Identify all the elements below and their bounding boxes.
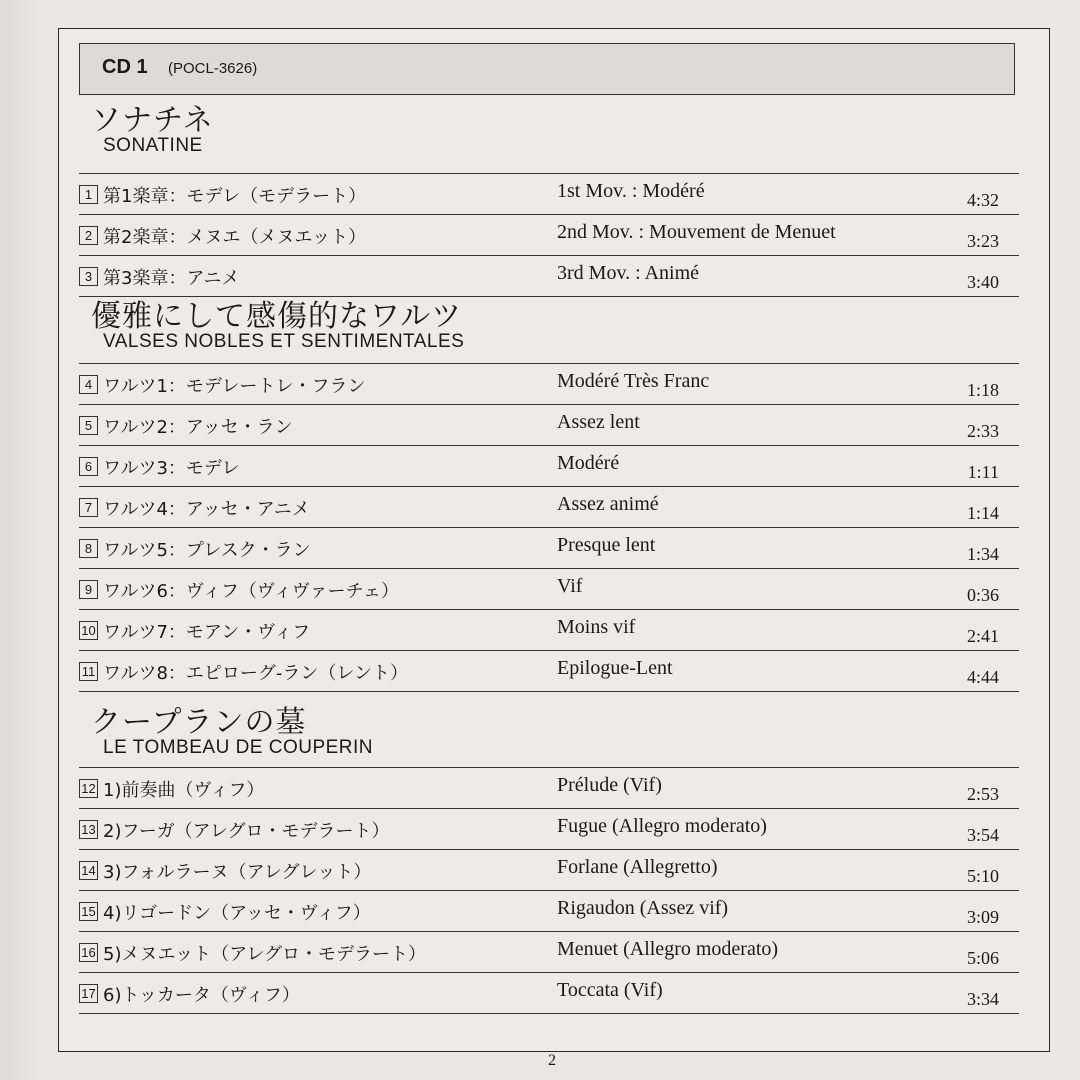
track-duration: 1:34 — [966, 544, 999, 564]
track-duration: 4:32 — [966, 190, 999, 210]
track-title-jp: 5)メヌエット（アレグロ・モデラート） — [103, 944, 427, 965]
work-title-jp: ソナチネ — [91, 103, 214, 138]
track-duration: 2:53 — [966, 784, 999, 804]
track-row — [79, 931, 1019, 972]
track-duration: 1:14 — [966, 503, 999, 523]
track-row — [79, 445, 1019, 486]
track-row — [79, 890, 1019, 931]
track-number: 13 — [79, 820, 98, 839]
track-number: 16 — [79, 943, 98, 962]
track-title-en: Fugue (Allegro moderato) — [557, 815, 767, 837]
track-row — [79, 808, 1019, 849]
track-number: 12 — [79, 779, 98, 798]
track-title-jp: ワルツ7：モアン・ヴィフ — [103, 622, 311, 643]
track-number: 2 — [79, 226, 98, 245]
track-title-en: Epilogue-Lent — [557, 657, 673, 679]
track-row — [79, 486, 1019, 527]
track-duration: 2:41 — [966, 626, 999, 646]
track-number: 3 — [79, 267, 98, 286]
track-number: 17 — [79, 984, 98, 1003]
track-title-en: 3rd Mov. : Animé — [557, 262, 700, 284]
track-number: 5 — [79, 416, 98, 435]
track-title-en: 1st Mov. : Modéré — [557, 180, 705, 202]
track-title-en: Moins vif — [557, 616, 636, 638]
track-row — [79, 214, 1019, 255]
disc-label: CD 1 — [102, 56, 148, 78]
track-number: 6 — [79, 457, 98, 476]
track-duration: 3:23 — [966, 231, 999, 251]
track-number: 7 — [79, 498, 98, 517]
track-title-jp: 3)フォルラーヌ（アレグレット） — [103, 862, 372, 883]
track-title-jp: 6)トッカータ（ヴィフ） — [103, 985, 300, 1006]
booklet-page — [58, 28, 1050, 1052]
track-number: 8 — [79, 539, 98, 558]
track-title-en: 2nd Mov. : Mouvement de Menuet — [557, 221, 836, 243]
page-edge — [0, 0, 40, 1080]
track-title-jp: ワルツ6：ヴィフ（ヴィヴァーチェ） — [103, 581, 400, 602]
track-title-en: Assez animé — [557, 493, 659, 515]
track-title-jp: ワルツ8：エピローグ-ラン（レント） — [103, 663, 408, 684]
track-duration: 3:09 — [966, 907, 999, 927]
disc-header — [79, 43, 1015, 95]
work-title-en: VALSES NOBLES ET SENTIMENTALES — [103, 331, 465, 352]
work-title-jp: クープランの墓 — [91, 705, 307, 740]
track-title-jp: 2)フーガ（アレグロ・モデラート） — [103, 821, 390, 842]
track-title-en: Menuet (Allegro moderato) — [557, 938, 779, 960]
track-title-jp: ワルツ2：アッセ・ラン — [103, 417, 293, 438]
track-title-jp: 4)リゴードン（アッセ・ヴィフ） — [103, 903, 371, 924]
track-row — [79, 527, 1019, 568]
track-title-jp: 第3楽章：アニメ — [103, 268, 240, 289]
track-duration: 4:44 — [966, 667, 999, 687]
track-number: 14 — [79, 861, 98, 880]
track-list — [79, 767, 1019, 1014]
track-title-en: Modéré Très Franc — [557, 370, 710, 392]
track-title-en: Toccata (Vif) — [557, 979, 663, 1001]
track-list — [79, 363, 1019, 692]
track-title-jp: 第1楽章：モデレ（モデラート） — [103, 186, 367, 207]
disc-catalog-code: (POCL-3626) — [168, 60, 258, 77]
track-row — [79, 609, 1019, 650]
track-duration: 0:36 — [966, 585, 999, 605]
track-row — [79, 173, 1019, 214]
track-number: 1 — [79, 185, 98, 204]
track-duration: 1:18 — [966, 380, 999, 400]
page-number: 2 — [548, 1052, 556, 1069]
track-row — [79, 972, 1019, 1014]
track-list — [79, 173, 1019, 297]
track-row — [79, 650, 1019, 692]
track-number: 11 — [79, 662, 98, 681]
track-title-jp: ワルツ5：プレスク・ラン — [103, 540, 311, 561]
track-title-jp: ワルツ4：アッセ・アニメ — [103, 499, 310, 520]
work-title-en: SONATINE — [103, 135, 203, 156]
track-title-en: Modéré — [557, 452, 620, 474]
track-duration: 3:40 — [966, 272, 999, 292]
track-title-en: Prélude (Vif) — [557, 774, 662, 796]
track-title-jp: 1)前奏曲（ヴィフ） — [103, 780, 265, 801]
track-duration: 5:06 — [966, 948, 999, 968]
track-duration: 5:10 — [966, 866, 999, 886]
track-title-en: Forlane (Allegretto) — [557, 856, 718, 878]
track-number: 9 — [79, 580, 98, 599]
track-title-jp: ワルツ3：モデレ — [103, 458, 240, 479]
track-row — [79, 363, 1019, 404]
track-row — [79, 849, 1019, 890]
track-number: 15 — [79, 902, 98, 921]
track-duration: 2:33 — [966, 421, 999, 441]
track-title-en: Rigaudon (Assez vif) — [557, 897, 729, 919]
track-title-en: Presque lent — [557, 534, 656, 556]
track-title-jp: 第2楽章：メヌエ（メヌエット） — [103, 227, 367, 248]
track-title-en: Assez lent — [557, 411, 640, 433]
track-duration: 3:34 — [966, 989, 999, 1009]
track-title-en: Vif — [557, 575, 583, 597]
track-row — [79, 404, 1019, 445]
track-duration: 3:54 — [966, 825, 999, 845]
work-title-en: LE TOMBEAU DE COUPERIN — [103, 737, 374, 758]
track-number: 10 — [79, 621, 98, 640]
track-number: 4 — [79, 375, 98, 394]
track-title-jp: ワルツ1：モデレートレ・フラン — [103, 376, 366, 397]
track-row — [79, 767, 1019, 808]
track-duration: 1:11 — [967, 462, 999, 482]
work-title-jp: 優雅にして感傷的なワルツ — [91, 299, 463, 334]
track-row — [79, 568, 1019, 609]
